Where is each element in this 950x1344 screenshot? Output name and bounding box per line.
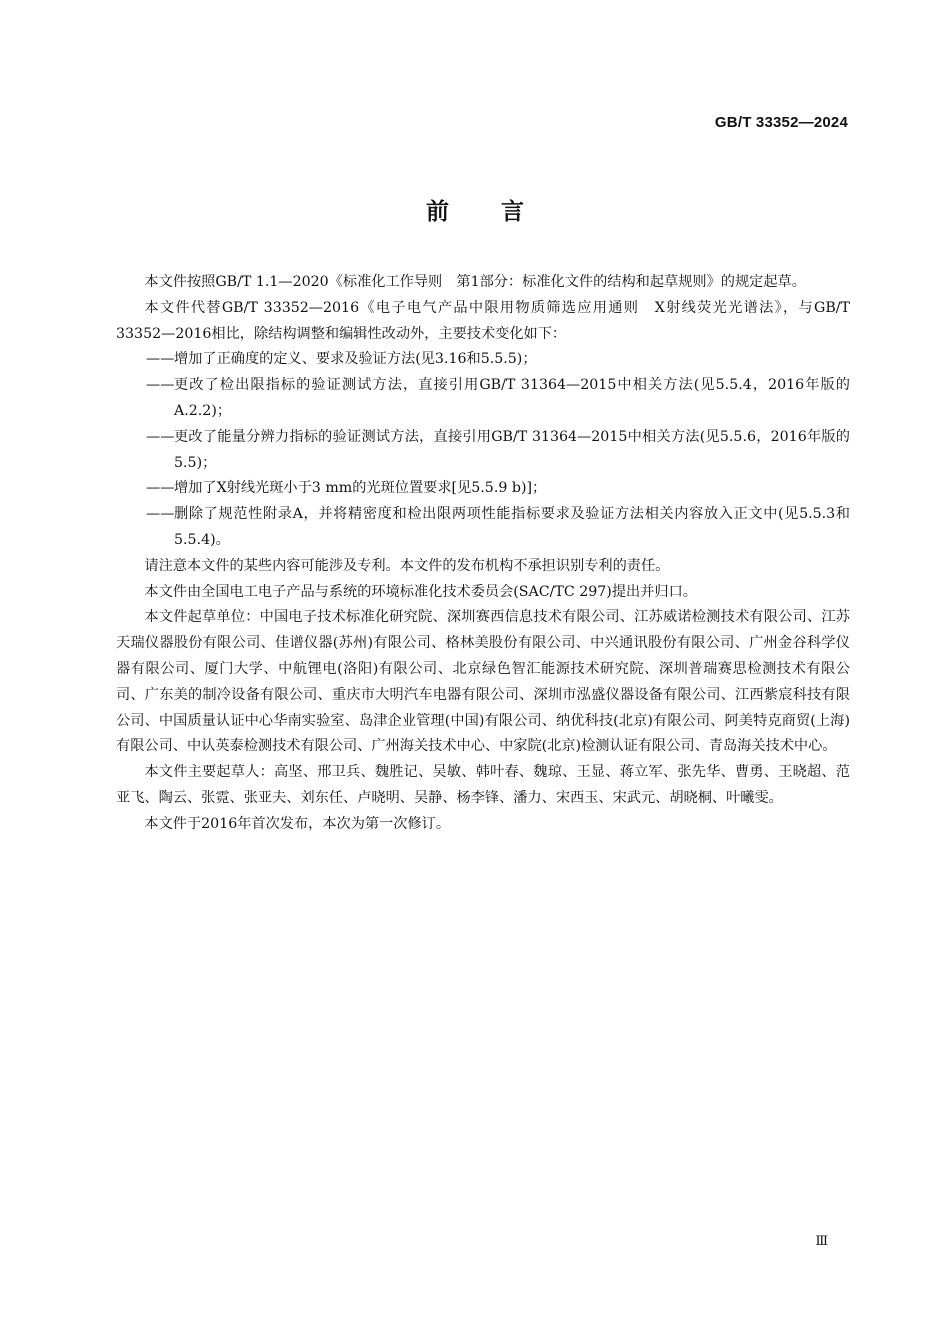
page-number: Ⅲ bbox=[815, 1234, 828, 1249]
list-item bbox=[116, 502, 850, 554]
list-item-text: 更改了能量分辨力指标的验证测试方法，直接引用GB/T 31364—2015中相关方法(见5.5.6，2016年版的5.5)； bbox=[174, 428, 850, 471]
list-item-text: 删除了规范性附录A，并将精密度和检出限两项性能指标要求及验证方法相关内容放入正文中(见5.5.3和5.5.4)。 bbox=[174, 506, 850, 548]
page-title: 前言 bbox=[426, 199, 576, 225]
paragraph-drafting-rules: 本文件按照GB/T 1.1—2020《标准化工作导则 第1部分：标准化文件的结构和起草规则》的规定起草。 bbox=[144, 274, 806, 290]
list-item-text: 增加了正确度的定义、要求及验证方法(见3.16和5.5.5)； bbox=[174, 351, 537, 368]
paragraph-publication-history: 本文件于2016年首次发布，本次为第一次修订。 bbox=[144, 815, 451, 832]
list-item-text: 更改了检出限指标的验证测试方法，直接引用GB/T 31364—2015中相关方法(见5.5.4，2016年版的A.2.2)； bbox=[174, 377, 850, 419]
paragraph-replacement: 本文件代替GB/T 33352—2016《电子电气产品中限用物质筛选应用通则 X射线荧光光谱法》，与GB/T 33352—2016相比，除结构调整和编辑性改动外，主要技术变化如下： bbox=[116, 299, 850, 342]
list-item bbox=[116, 347, 850, 373]
list-item bbox=[116, 425, 850, 477]
paragraph-proposer: 本文件由全国电工电子产品与系统的环境标准化技术委员会(SAC/TC 297)提出并归口。 bbox=[144, 583, 697, 600]
list-item bbox=[116, 373, 850, 425]
dash-marker: —— bbox=[146, 506, 175, 523]
dash-marker: —— bbox=[146, 428, 175, 445]
dash-marker: —— bbox=[146, 480, 175, 497]
dash-marker: —— bbox=[146, 377, 175, 394]
list-item-text: 增加了X射线光斑小于3 mm的光斑位置要求[见5.5.9 b)]； bbox=[174, 480, 547, 497]
standard-code: GB/T 33352—2024 bbox=[714, 114, 848, 131]
list-item bbox=[116, 476, 850, 502]
paragraph-drafting-units: 本文件起草单位：中国电子技术标准化研究院、深圳赛西信息技术有限公司、江苏威诺检测技术有限公司、江苏天瑞仪器股份有限公司、佳谱仪器(苏州)有限公司、格林美股份有限公司、中兴通讯股份有限公司、广州金谷科学仪器有限公司、厦门大学、中航锂电(洛阳)有限公司、北京绿色智汇能源技术研究院、深圳普瑞赛思检测技术有限公司、广东美的制冷设备有限公司、重庆市大明汽车电器有限公司、深圳市泓盛仪器设备有限公司、江西紫宸科技有限公司、中国质量认证中心华南实验室、岛津企业管理(中国)有限公司、纳优科技(北京)有限公司、阿美特克商贸(上海)有限公司、中认英泰检测技术有限公司、广州海关技术中心、中家院(北京)检测认证有限公司、青岛海关技术中心。 bbox=[116, 609, 850, 755]
dash-marker: —— bbox=[146, 351, 175, 368]
paragraph-drafters: 本文件主要起草人：高坚、邢卫兵、魏胜记、吴敏、韩叶春、魏琼、王显、蒋立军、张先华、曹勇、王晓超、范亚飞、陶云、张霓、张亚夫、刘东任、卢晓明、吴静、杨李锋、潘力、宋西玉、宋武元、胡晓桐、叶曦雯。 bbox=[116, 764, 850, 806]
paragraph-patent-notice: 请注意本文件的某些内容可能涉及专利。本文件的发布机构不承担识别专利的责任。 bbox=[144, 557, 670, 574]
changes-list bbox=[116, 347, 850, 553]
foreword-body bbox=[116, 270, 850, 838]
